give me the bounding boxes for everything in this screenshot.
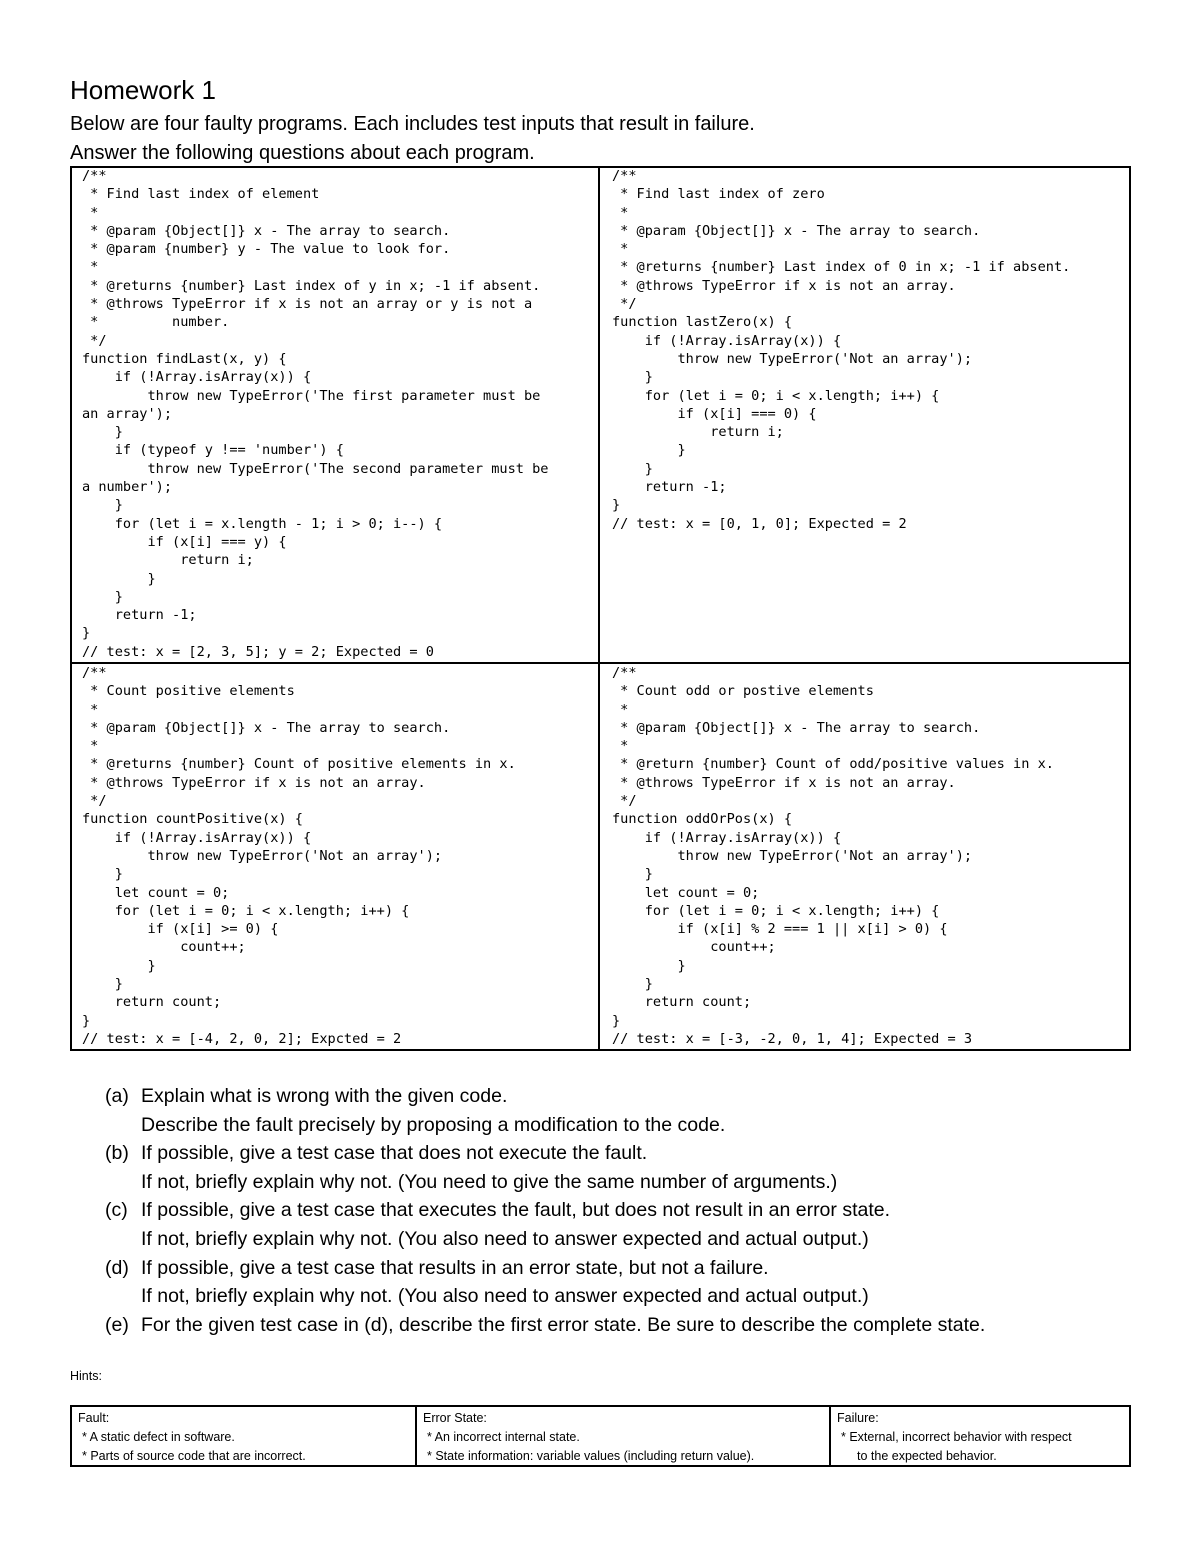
question-line: Describe the fault precisely by proposing a modification to the code. [141,1113,726,1136]
hint-item: to the expected behavior. [857,1449,997,1463]
intro-line: Below are four faulty programs. Each includes test inputs that result in failure. [70,113,755,135]
question-e [105,1311,1165,1340]
hint-item: * An incorrect internal state. [427,1430,580,1444]
hint-failure-cell [829,1407,1129,1465]
hint-error-state-cell [415,1407,829,1465]
question-line: If not, briefly explain why not. (You also need to answer expected and actual output.) [141,1285,869,1308]
hint-title: Fault: [78,1411,110,1425]
question-a [105,1082,1165,1139]
question-line: If possible, give a test case that executes the fault, but does not result in an error state. [141,1199,891,1222]
question-letter: (c) [105,1199,128,1222]
question-d [105,1254,1165,1311]
intro-line: Answer the following questions about each program. [70,142,535,164]
hints-label: Hints: [70,1369,102,1383]
hint-item: * Parts of source code that are incorrect. [82,1449,306,1463]
question-b [105,1139,1165,1196]
program-findlast-code: /** * Find last index of element * * @param {Object[]} x - The array to search. * @param {number} y - The value to look for. * * @returns {number} Last index of y in x; -1 if absent. * @throws TypeError if x is not an array or y is not a * number. */ function findLast(x, y) { if (!Array.isArray(x)) { throw new TypeError('The first parameter must be an array'); } if (typeof y !== 'number') { throw new TypeError('The second parameter must be a number'); } for (let i = x.length - 1; i > 0; i--) { if (x[i] === y) { return i; } } return -1; } // test: x = [2, 3, 5]; y = 2; Expected = 0 [82,168,549,660]
question-line: Explain what is wrong with the given code. [141,1085,508,1107]
question-line: If possible, give a test case that does not execute the fault. [141,1142,648,1165]
intro-text [70,110,755,168]
grid-vertical-divider [598,166,600,1051]
hint-item: * External, incorrect behavior with respect [841,1430,1072,1444]
page-title: Homework 1 [70,75,216,105]
question-line: For the given test case in (d), describe the first error state. Be sure to describe the complete state. [141,1313,986,1336]
hint-title: Failure: [837,1411,879,1425]
hint-item: * A static defect in software. [82,1430,235,1444]
question-line: If possible, give a test case that results in an error state, but not a failure. [141,1256,769,1279]
hint-title: Error State: [423,1411,487,1425]
question-line: If not, briefly explain why not. (You need to give the same number of arguments.) [141,1170,838,1193]
program-countpositive-code: /** * Count positive elements * * @param {Object[]} x - The array to search. * * @returns {number} Count of positive elements in x. * @throws TypeError if x is not an array. */ function countPositive(x) { if (!Array.isArray(x)) { throw new TypeError('Not an array'); } let count = 0; for (let i = 0; i < x.length; i++) { if (x[i] >= 0) { count++; } } return count; } // test: x = [-4, 2, 0, 2]; Expcted = 2 [82,665,516,1047]
question-letter: (d) [105,1256,129,1279]
program-lastzero-code: /** * Find last index of zero * * @param {Object[]} x - The array to search. * * @returns {number} Last index of 0 in x; -1 if absent. * @throws TypeError if x is not an array. */ function lastZero(x) { if (!Array.isArray(x)) { throw new TypeError('Not an array'); } for (let i = 0; i < x.length; i++) { if (x[i] === 0) { return i; } } return -1; } // test: x = [0, 1, 0]; Expected = 2 [612,168,1071,532]
question-list [105,1082,1165,1339]
question-letter: (a) [105,1085,129,1107]
question-c [105,1196,1165,1253]
hint-fault-cell [72,1407,415,1465]
hint-item: * State information: variable values (including return value). [427,1449,755,1463]
program-oddorpos-code: /** * Count odd or postive elements * * @param {Object[]} x - The array to search. * * @return {number} Count of odd/positive values in x. * @throws TypeError if x is not an array. */ function oddOrPos(x) { if (!Array.isArray(x)) { throw new TypeError('Not an array'); } let count = 0; for (let i = 0; i < x.length; i++) { if (x[i] % 2 === 1 || x[i] > 0) { count++; } } return count; } // test: x = [-3, -2, 0, 1, 4]; Expected = 3 [612,665,1054,1047]
question-line: If not, briefly explain why not. (You also need to answer expected and actual output.) [141,1227,869,1250]
question-letter: (b) [105,1142,129,1165]
hints-table [70,1405,1131,1467]
question-letter: (e) [105,1313,129,1336]
